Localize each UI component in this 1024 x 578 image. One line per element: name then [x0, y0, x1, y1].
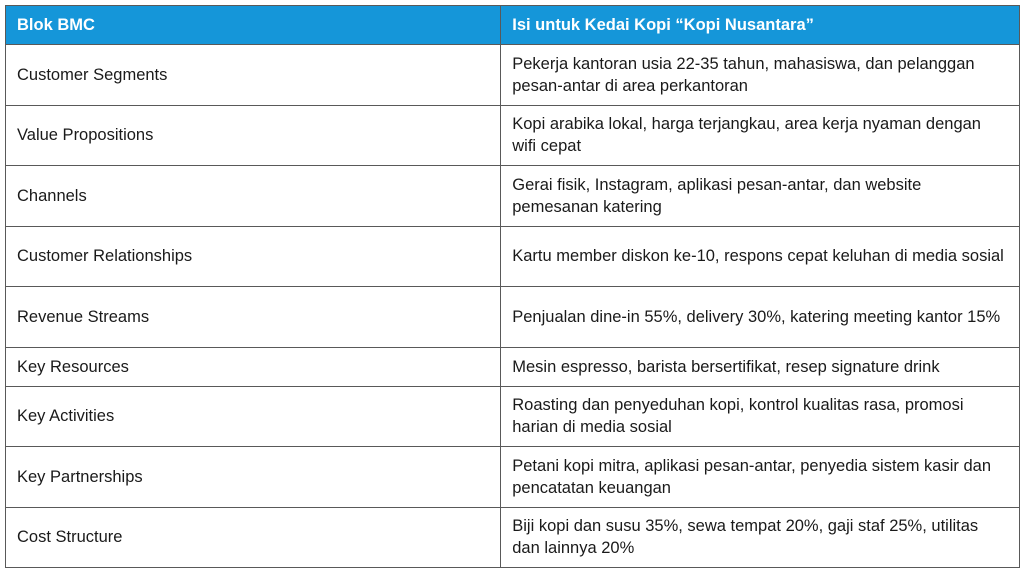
column-header-content: Isi untuk Kedai Kopi “Kopi Nusantara” [501, 6, 1020, 45]
content-cell: Biji kopi dan susu 35%, sewa tempat 20%, gaji staf 25%, utilitas dan lainnya 20% [501, 507, 1020, 568]
table-row [6, 226, 1020, 287]
bmc-table [5, 5, 1020, 568]
table-row [6, 347, 1020, 386]
table-row [6, 45, 1020, 106]
column-header-block: Blok BMC [6, 6, 501, 45]
block-cell: Value Propositions [6, 105, 501, 166]
block-cell: Customer Relationships [6, 226, 501, 287]
block-cell: Cost Structure [6, 507, 501, 568]
content-cell: Penjualan dine-in 55%, delivery 30%, katering meeting kantor 15% [501, 287, 1020, 348]
content-cell: Mesin espresso, barista bersertifikat, resep signature drink [501, 347, 1020, 386]
table-row [6, 105, 1020, 166]
block-cell: Customer Segments [6, 45, 501, 106]
content-cell: Kartu member diskon ke-10, respons cepat keluhan di media sosial [501, 226, 1020, 287]
block-cell: Channels [6, 166, 501, 227]
content-cell: Petani kopi mitra, aplikasi pesan-antar, penyedia sistem kasir dan pencatatan keuangan [501, 447, 1020, 508]
content-cell: Pekerja kantoran usia 22-35 tahun, mahasiswa, dan pelanggan pesan-antar di area perkantoran [501, 45, 1020, 106]
block-cell: Revenue Streams [6, 287, 501, 348]
block-cell: Key Resources [6, 347, 501, 386]
table-row [6, 386, 1020, 447]
table-header-row [6, 6, 1020, 45]
table-row [6, 447, 1020, 508]
block-cell: Key Partnerships [6, 447, 501, 508]
table-row [6, 507, 1020, 568]
content-cell: Roasting dan penyeduhan kopi, kontrol kualitas rasa, promosi harian di media sosial [501, 386, 1020, 447]
table-row [6, 287, 1020, 348]
block-cell: Key Activities [6, 386, 501, 447]
content-cell: Kopi arabika lokal, harga terjangkau, area kerja nyaman dengan wifi cepat [501, 105, 1020, 166]
table-row [6, 166, 1020, 227]
content-cell: Gerai fisik, Instagram, aplikasi pesan-antar, dan website pemesanan katering [501, 166, 1020, 227]
